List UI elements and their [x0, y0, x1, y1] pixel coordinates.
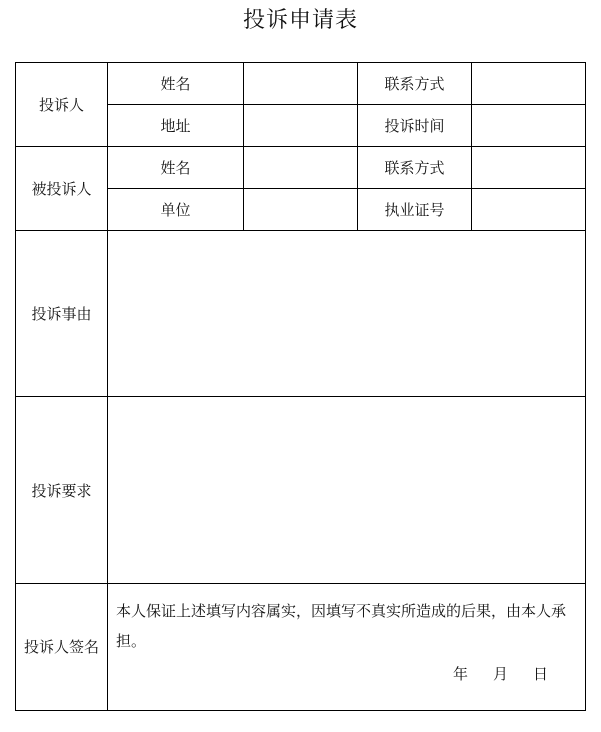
date-year-label: 年 [453, 665, 469, 683]
respondent-unit-label: 单位 [108, 189, 244, 231]
complainant-name-field[interactable] [244, 63, 358, 105]
reason-row [16, 231, 586, 397]
form-title: 投诉申请表 [242, 8, 358, 33]
signature-label: 投诉人签名 [23, 638, 99, 656]
signature-field[interactable] [108, 584, 586, 711]
respondent-contact-label: 联系方式 [358, 147, 472, 189]
complainant-address-label: 地址 [108, 105, 244, 147]
respondent-license-field[interactable] [472, 189, 586, 231]
complainant-row-1 [16, 63, 586, 105]
respondent-contact-field[interactable] [472, 147, 586, 189]
complaint-request-field[interactable] [108, 397, 586, 584]
date-month-label: 月 [493, 665, 509, 683]
respondent-row-1 [16, 147, 586, 189]
complainant-section-label: 投诉人 [16, 63, 108, 147]
respondent-license-label: 执业证号 [358, 189, 472, 231]
declaration-text: 本人保证上述填写内容属实，因填写不真实所造成的后果，由本人承担。 [116, 602, 567, 650]
complaint-reason-label: 投诉事由 [16, 231, 108, 397]
date-day-label: 日 [533, 665, 549, 683]
complainant-contact-label: 联系方式 [358, 63, 472, 105]
complaint-time-label: 投诉时间 [358, 105, 472, 147]
respondent-section-label: 被投诉人 [16, 147, 108, 231]
complaint-request-label: 投诉要求 [16, 397, 108, 584]
respondent-name-field[interactable] [244, 147, 358, 189]
complaint-time-field[interactable] [472, 105, 586, 147]
complaint-form-table [15, 62, 586, 711]
respondent-name-label: 姓名 [108, 147, 244, 189]
respondent-unit-field[interactable] [244, 189, 358, 231]
complainant-contact-field[interactable] [472, 63, 586, 105]
complainant-name-label: 姓名 [108, 63, 244, 105]
complaint-reason-field[interactable] [108, 231, 586, 397]
signature-row [16, 584, 586, 711]
request-row [16, 397, 586, 584]
date-line [108, 656, 585, 696]
complainant-address-field[interactable] [244, 105, 358, 147]
signature-label-cell [16, 584, 108, 711]
